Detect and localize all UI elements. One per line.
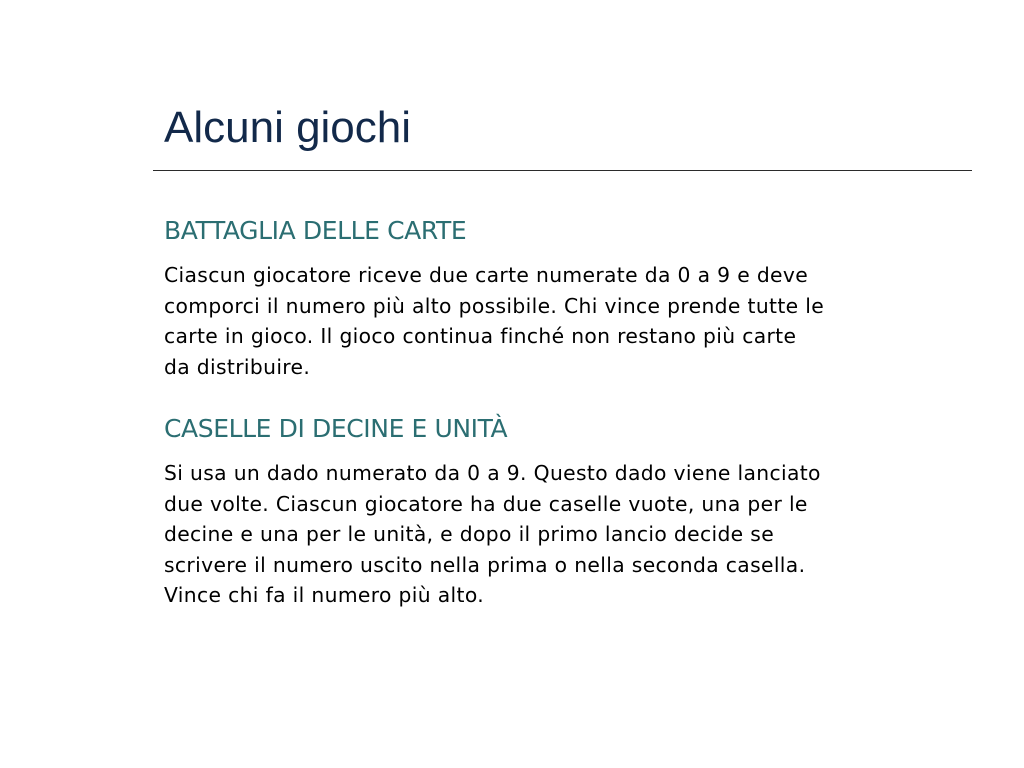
title-divider (153, 170, 972, 171)
slide-content (164, 212, 984, 611)
body-line: scrivere il numero uscito nella prima o nella seconda casella. (164, 552, 806, 577)
section-body (164, 260, 984, 382)
body-line: da distribuire. (164, 354, 311, 379)
body-line: comporci il numero più alto possibile. Chi vince prende tutte le (164, 293, 825, 318)
body-line: carte in gioco. Il gioco continua finché non restano più carte (164, 324, 797, 348)
section-heading: BATTAGLIA DELLE CARTE (164, 216, 467, 245)
section-battaglia-delle-carte (164, 212, 984, 382)
body-line: Ciascun giocatore riceve due carte numerate da 0 a 9 e deve (164, 263, 809, 287)
section-body (164, 458, 984, 611)
body-line: decine e una per le unità, e dopo il primo lancio decide se (164, 522, 775, 546)
body-line: Vince chi fa il numero più alto. (164, 583, 485, 607)
body-line: due volte. Ciascun giocatore ha due caselle vuote, una per le (164, 491, 808, 516)
slide-title: Alcuni giochi (164, 103, 412, 152)
body-line: Si usa un dado numerato da 0 a 9. Questo dado viene lanciato (164, 461, 821, 485)
section-caselle-di-decine-e-unita (164, 410, 984, 611)
section-heading: CASELLE DI DECINE E UNITÀ (164, 414, 508, 443)
